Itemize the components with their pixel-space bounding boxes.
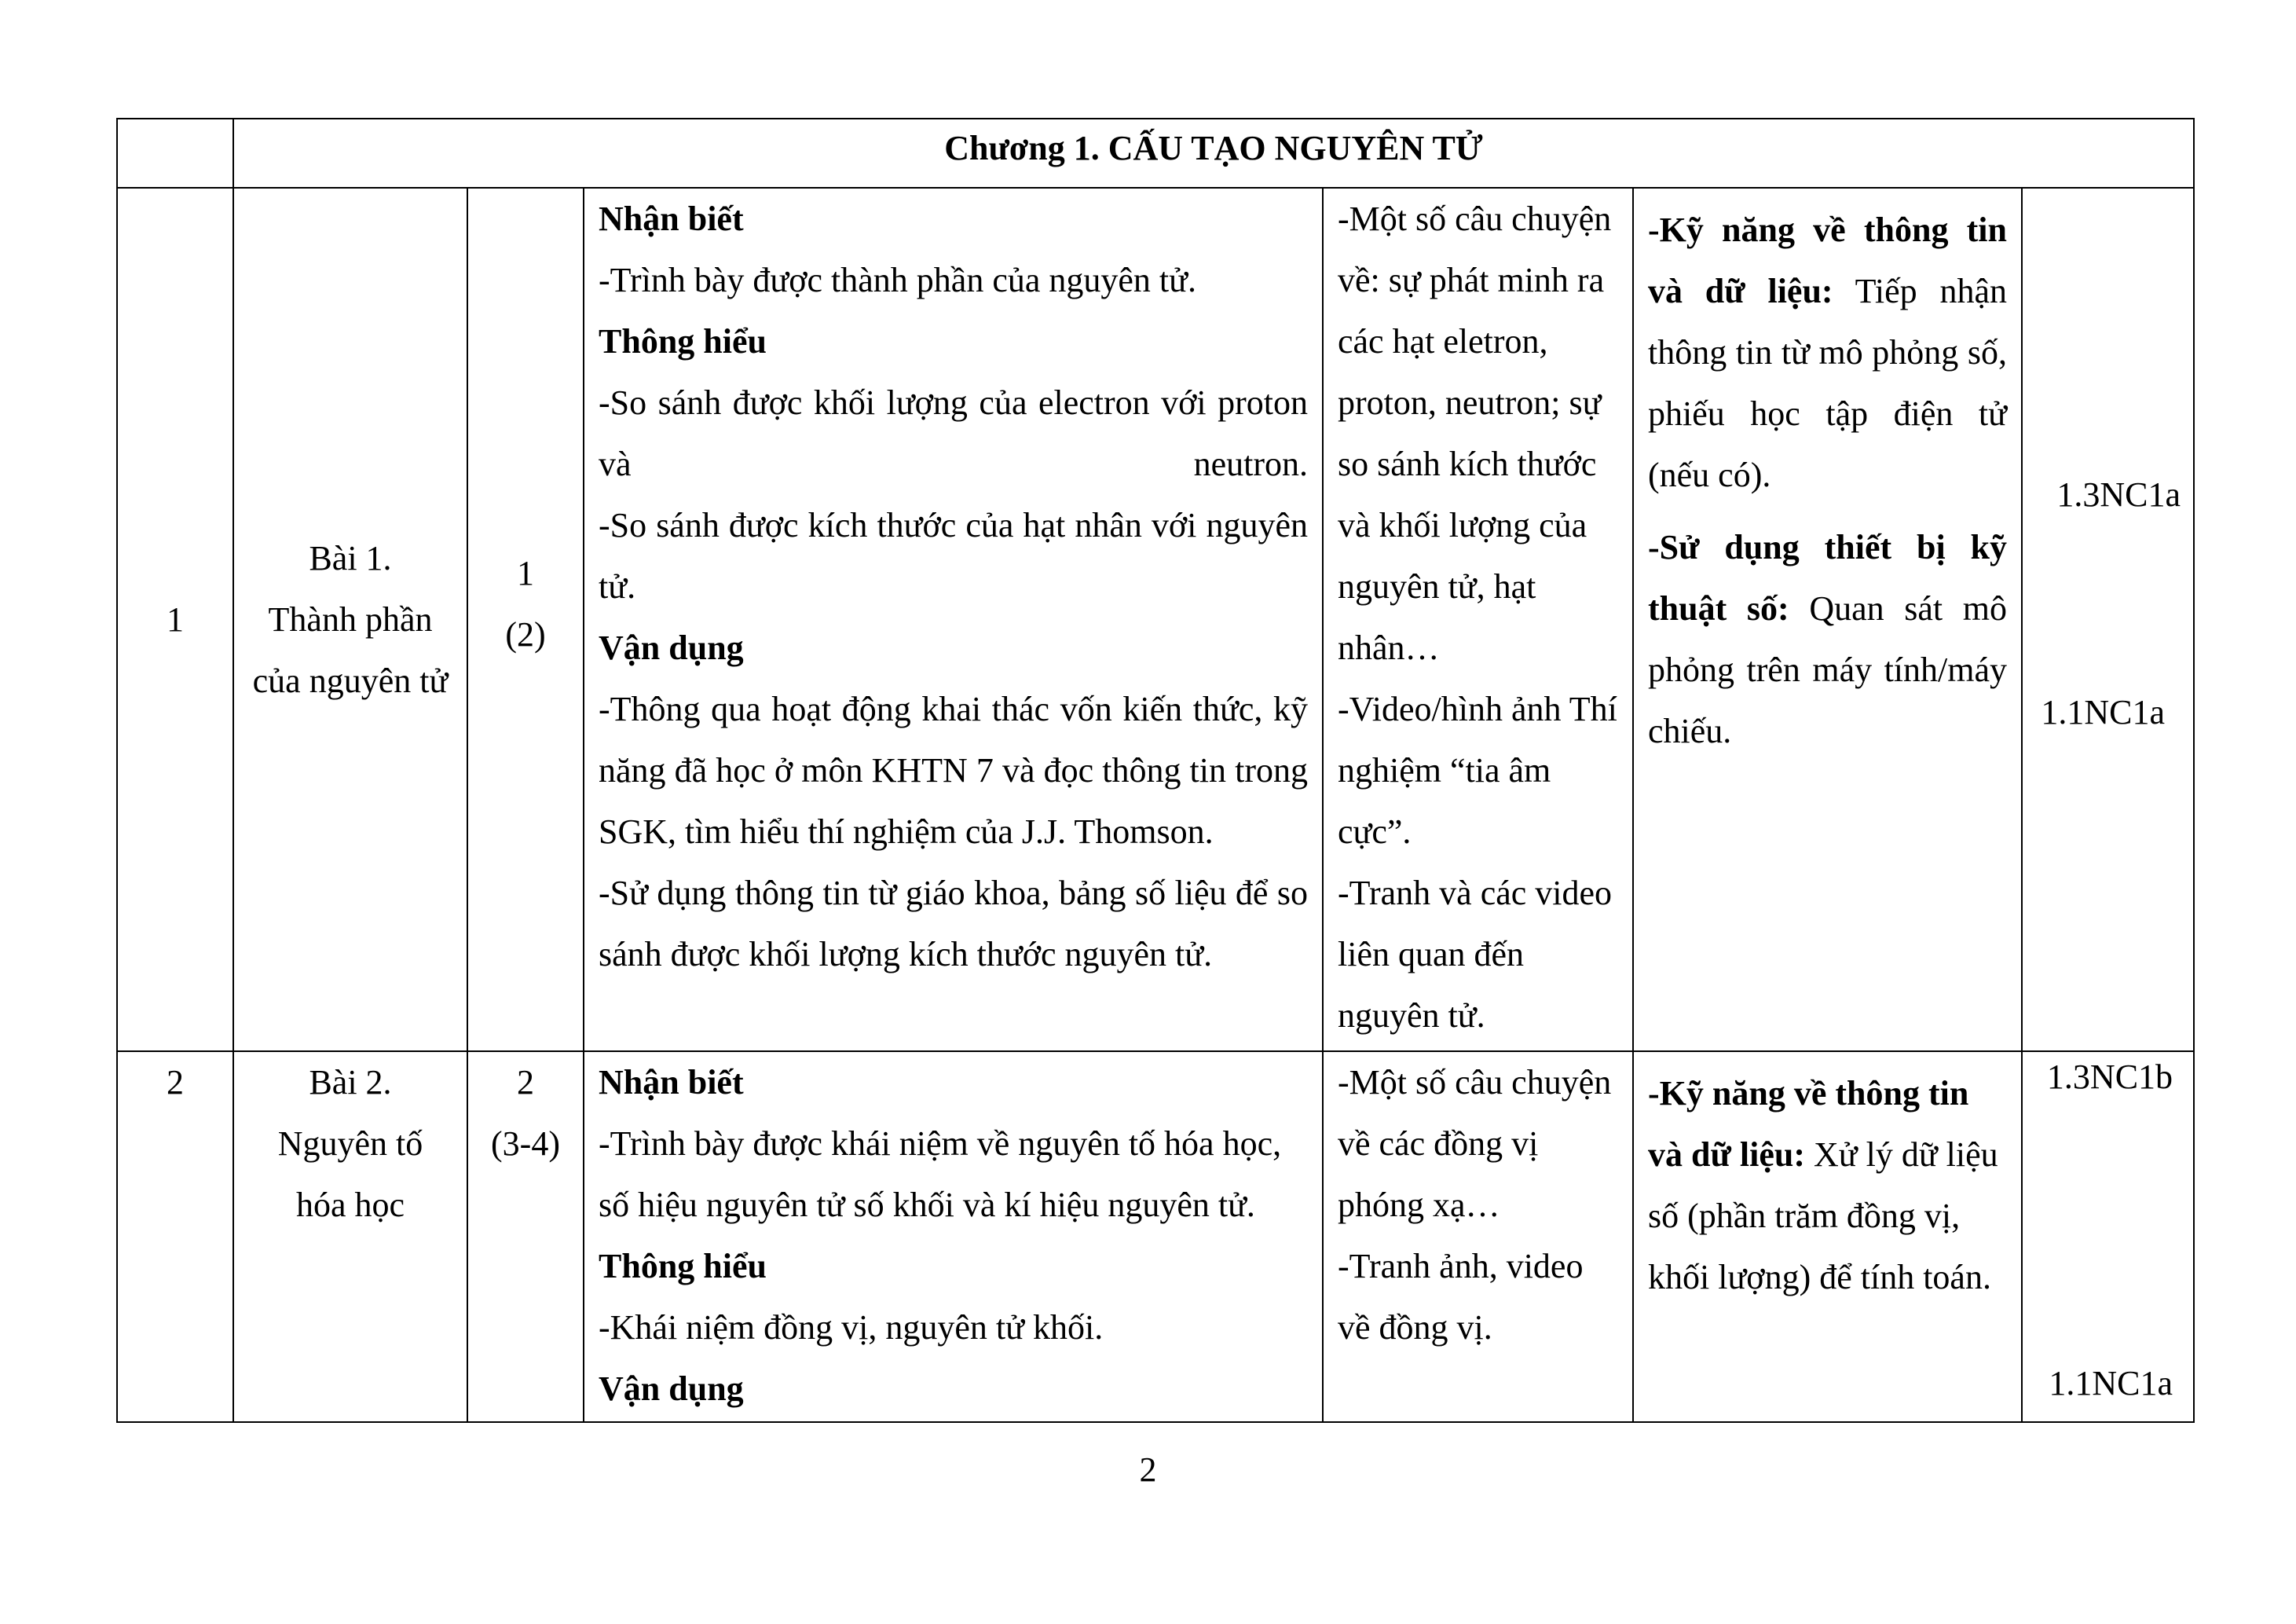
req-item: -Trình bày được khái niệm về nguyên tố hóa học, số hiệu nguyên tử số khối và kí hiệu nguyên tử. [599,1124,1282,1224]
req-item: -Khái niệm đồng vị, nguyên tử khối. [599,1308,1104,1347]
competency-code: 1.3NC1a [2056,475,2181,514]
table-row [117,188,2194,1051]
lesson-line: Bài 1. [309,538,392,577]
material-item: -Một số câu chuyện về các đồng vị phóng xạ… [1338,1063,1612,1224]
lesson-line: của nguyên tử [252,661,449,700]
requirements [584,1051,1323,1422]
chapter-title: Chương 1. CẤU TẠO NGUYÊN TỬ [233,119,2194,188]
chapter-row [117,119,2194,188]
lesson-line: Thành phần [268,599,433,639]
lesson-name [233,1051,467,1422]
lesson-line: hóa học [295,1186,405,1224]
req-item: và neutron. [599,445,1308,483]
req-heading: Nhận biết [599,200,744,238]
materials [1323,1051,1633,1422]
period-count: 1 [517,553,534,592]
page-number: 2 [1139,1450,1157,1489]
lesson-line: Nguyên tố [277,1124,423,1163]
curriculum-table [116,118,2195,1423]
competency-code: 1.1NC1a [2049,1364,2173,1402]
empty-cell [117,119,233,188]
req-item: -Trình bày được thành phần của nguyên tử. [599,261,1196,299]
skill-title: -Sử dụng thiết bị kỹ thuật số: [1648,528,2007,628]
req-heading: Thông hiểu [599,1247,767,1285]
skill-title: -Kỹ năng về thông tin và dữ liệu: [1648,1074,1969,1174]
competency-code: 1.1NC1a [2041,693,2166,731]
requirements [584,188,1323,1051]
lesson-name [233,188,467,1051]
lesson-line: Bài 2. [309,1063,392,1102]
digital-skills [1633,188,2022,1051]
req-heading: Thông hiểu [599,322,767,361]
digital-skills [1633,1051,2022,1422]
row-number: 1 [117,188,233,1051]
material-item: -Video/hình ảnh Thí nghiệm “tia âm cực”. [1338,690,1617,851]
period-range: (2) [505,614,546,654]
req-heading: Nhận biết [599,1063,744,1102]
req-heading: Vận dụng [599,1369,744,1408]
table-row [117,1051,2194,1422]
skill-text: Tiếp nhận thông tin từ mô phỏng số, phiếu học tập điện tử (nếu có). [1648,272,2007,494]
material-item: -Tranh và các video liên quan đến nguyên tử. [1338,874,1613,1035]
material-item: -Tranh ảnh, video về đồng vị. [1338,1247,1584,1347]
skill-text: Xử lý dữ liệu số (phần trăm đồng vị, khối lượng) để tính toán. [1648,1135,1998,1296]
row-number: 2 [117,1051,233,1422]
competency-codes [2022,1051,2194,1422]
req-heading: Vận dụng [599,629,744,667]
competency-code: 1.3NC1b [2046,1058,2173,1096]
period-range: (3-4) [491,1124,560,1163]
material-item: -Một số câu chuyện về: sự phát minh ra các hạt eletron, proton, neutron; sự so sánh kích thước và khối lượng của nguyên tử, hạt nhân… [1338,200,1612,667]
materials [1323,188,1633,1051]
req-item: -Thông qua hoạt động khai thác vốn kiến thức, kỹ năng đã học ở môn KHTN 7 và đọc thông tin trong SGK, tìm hiểu thí nghiệm của J.J. Thomson. [599,690,1308,851]
req-item: -So sánh được kích thước của hạt nhân với nguyên tử. [599,506,1308,606]
competency-codes [2022,188,2194,1051]
periods [467,1051,584,1422]
req-item: -Sử dụng thông tin từ giáo khoa, bảng số liệu để so sánh được khối lượng kích thước nguyên tử. [599,874,1308,973]
req-item: -So sánh được khối lượng của electron với proton [599,383,1308,422]
period-count: 2 [517,1063,534,1102]
periods [467,188,584,1051]
skill-text: Quan sát mô phỏng trên máy tính/máy chiếu. [1648,589,2007,750]
skill-title: -Kỹ năng về thông tin và dữ liệu: [1648,211,2007,310]
